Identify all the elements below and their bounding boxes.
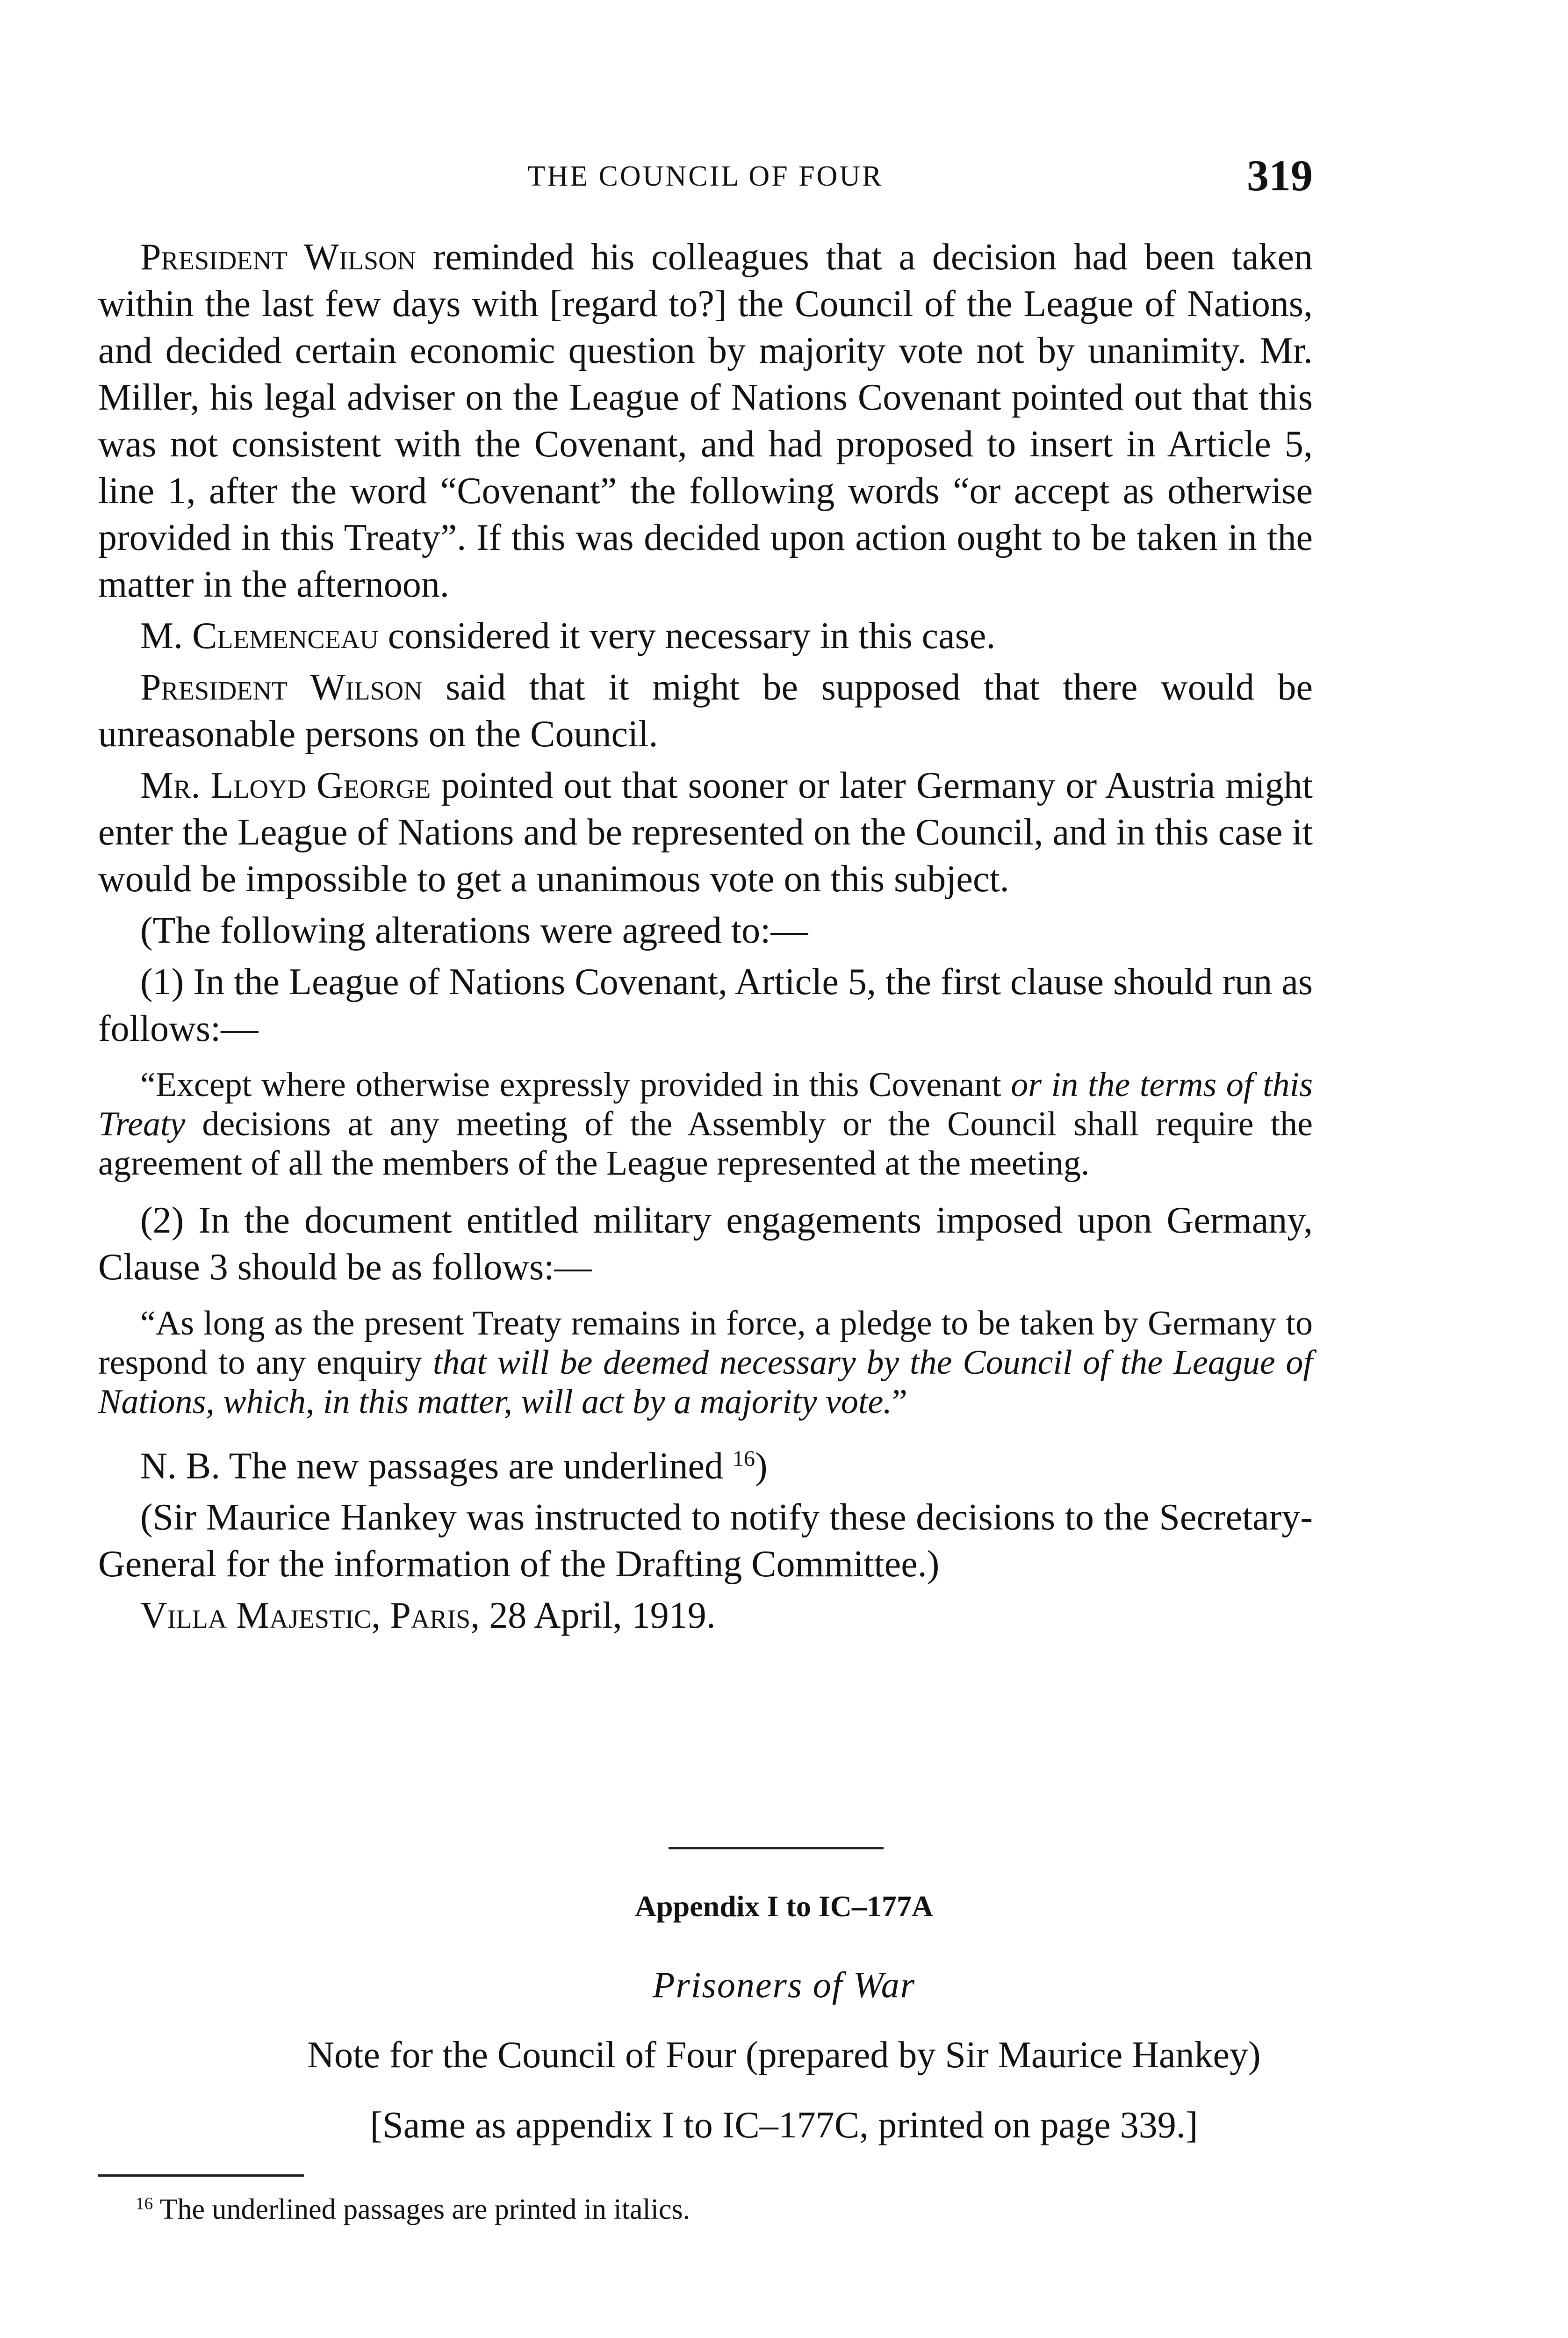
footnote-reference: 16: [733, 1446, 755, 1471]
speaker-name: Clemenceau: [192, 615, 379, 657]
page-number: 319: [1247, 152, 1313, 200]
paragraph-clemenceau: [98, 613, 1313, 659]
paragraph-item-1: (1) In the League of Nations Covenant, Article 5, the first clause should run as follows:—: [98, 961, 1313, 1049]
footnote: [136, 2193, 690, 2226]
paragraph-text: said that it might be supposed that there would be unreasonable persons on the Council.: [98, 667, 1313, 755]
paragraph-nota-bene: [98, 1436, 1313, 1489]
paragraph-wilson-1: [98, 234, 1313, 608]
paragraph-hankey: (Sir Maurice Hankey was instructed to notify these decisions to the Secretary-General for the information of the Drafting Committee.): [98, 1497, 1313, 1585]
footnote-text: The underlined passages are printed in italics.: [153, 2194, 690, 2225]
appendix-subtitle: Prisoners of War: [652, 1964, 916, 2005]
speaker-name: President Wilson: [140, 237, 416, 278]
paragraph-place-date: [98, 1592, 1313, 1639]
footnote-divider: [98, 2174, 304, 2177]
speaker-name: President Wilson: [140, 667, 423, 708]
date-text: , 28 April, 1919.: [470, 1595, 716, 1637]
main-text: [98, 234, 1313, 1644]
quote-military: [98, 1304, 1313, 1422]
footnote-marker: 16: [136, 2194, 153, 2214]
paragraph-text: N. B. The new passages are underlined: [140, 1445, 733, 1487]
quote-text: decisions at any meeting of the Assembly or the Council shall require the agreement of all the members of the League represented at the meeting.: [98, 1105, 1313, 1183]
place-name: Villa Majestic, Paris: [140, 1595, 471, 1637]
quote-italic: that will be deemed necessary by the Council of the League of Nations, which, in this matter, will act by a majority vote.: [98, 1343, 1313, 1421]
paragraph-lloyd-george: [98, 762, 1313, 902]
speaker-prefix: M.: [140, 615, 193, 657]
quote-text: ”: [892, 1383, 907, 1421]
quote-text: “As long as the present Treaty remains in force, a pledge to be taken by Germany to respond to any enquiry: [98, 1304, 1313, 1382]
paragraph-wilson-2: [98, 664, 1313, 758]
paragraph-item-2: (2) In the document entitled military engagements imposed upon Germany, Clause 3 should be as follows:—: [98, 1200, 1313, 1288]
quote-covenant: [98, 1065, 1313, 1183]
appendix-title: Appendix I to IC–177A: [634, 1890, 934, 1923]
quote-text: “Except where otherwise expressly provided in this Covenant: [140, 1066, 1011, 1104]
paragraph-text: ): [755, 1445, 768, 1487]
quote-italic: or in the terms of this Treaty: [98, 1066, 1313, 1143]
paragraph-text: pointed out that sooner or later Germany or Austria might enter the League of Nations and be represented on the Council, and in this case it would be impossible to get a unanimous vote on this subject.: [98, 765, 1313, 900]
appendix-note: Note for the Council of Four (prepared by Sir Maurice Hankey): [307, 2035, 1261, 2076]
paragraph-text: reminded his colleagues that a decision had been taken within the last few days with [regard to?] the Council of the League of Nations, and decided certain economic question by majority vote not by unanimity. Mr. Miller, his legal adviser on the League of Nations Covenant pointed out that this was not consistent with the Covenant, and had proposed to insert in Article 5, line 1, after the word “Covenant” the following words “or accept as otherwise provided in this Treaty”. If this was decided upon action ought to be taken in the matter in the afternoon.: [98, 237, 1313, 605]
running-title: THE COUNCIL OF FOUR: [527, 160, 884, 192]
paragraph-alterations: (The following alterations were agreed to:—: [140, 910, 808, 951]
running-header: [98, 151, 1313, 200]
speaker-name: Mr. Lloyd George: [140, 765, 431, 806]
appendix-reference: [Same as appendix I to IC–177C, printed on page 339.]: [370, 2105, 1198, 2146]
paragraph-text: considered it very necessary in this case.: [378, 615, 996, 657]
section-divider: [669, 1847, 884, 1849]
